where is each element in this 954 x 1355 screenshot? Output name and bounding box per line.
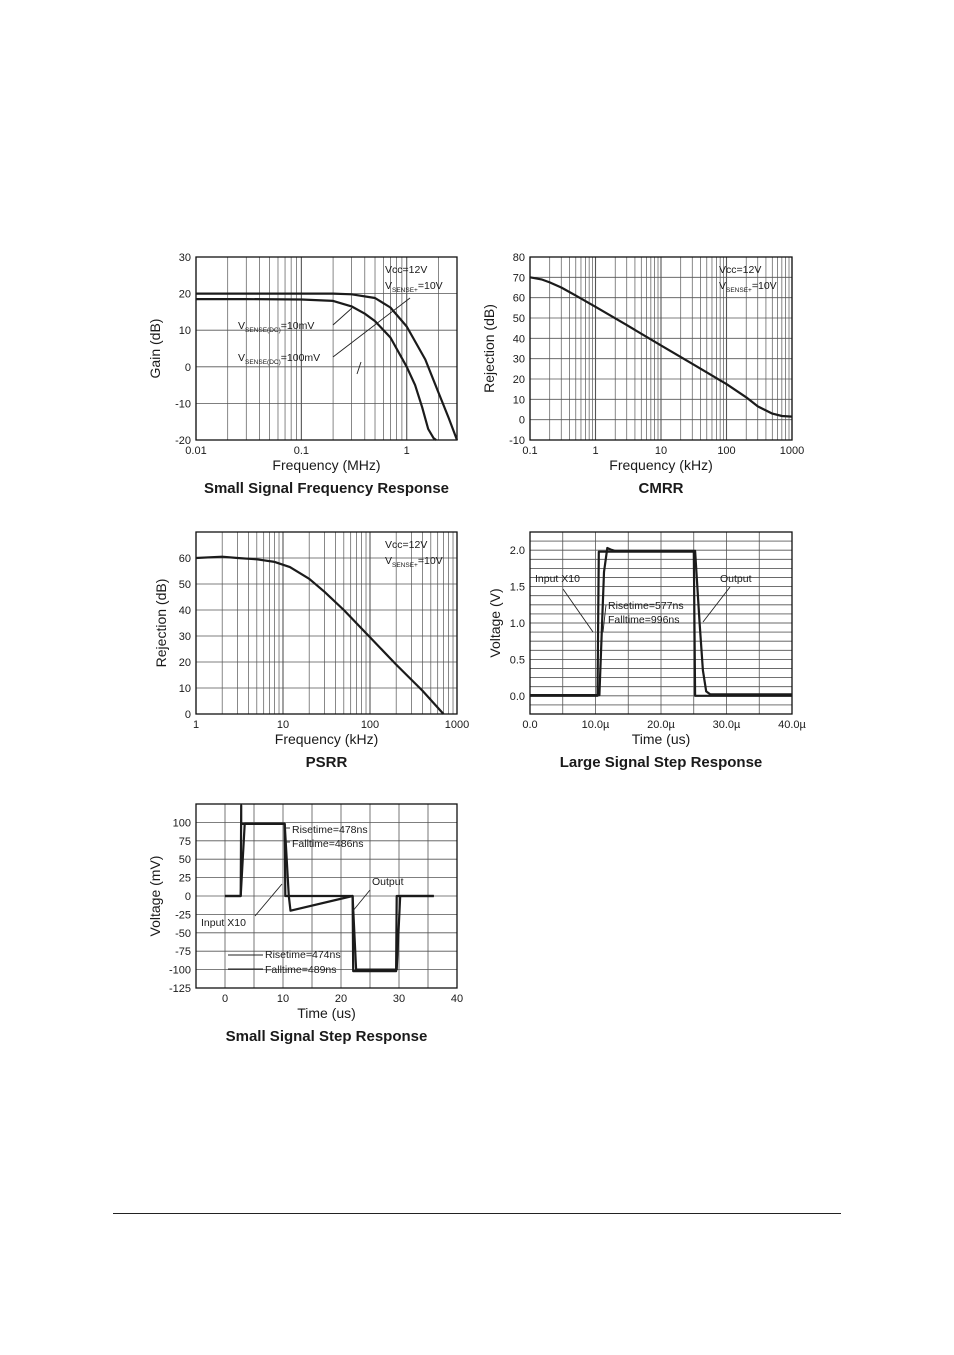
x-tick-label: 30 — [392, 993, 406, 1005]
y-tick-label: 30 — [178, 631, 191, 643]
x-tick-label: 100 — [360, 719, 380, 731]
annotation-text: Risetime=474ns — [265, 949, 341, 961]
y-tick-label: 0 — [184, 891, 191, 903]
x-axis-label: Frequency (kHz) — [274, 731, 379, 747]
y-tick-label: -100 — [168, 964, 191, 977]
annotation-leader — [255, 884, 282, 916]
y-tick-label: 10 — [512, 394, 525, 407]
y-tick-label: 40 — [178, 605, 191, 617]
series-line-1 — [196, 557, 444, 714]
annotation-leader — [333, 298, 410, 357]
y-tick-label: 1.5 — [509, 581, 525, 594]
y-tick-label: 20 — [512, 374, 525, 386]
y-tick-label: 50 — [178, 854, 191, 867]
x-tick-label: 10 — [654, 445, 668, 457]
annotation-text: Risetime=478ns — [292, 824, 368, 836]
annotation-text: Risetime=577ns — [608, 600, 684, 612]
annotation-3 — [238, 352, 320, 366]
y-axis-label: Voltage (V) — [487, 588, 503, 658]
annotation-2 — [608, 600, 684, 612]
x-axis-label: Time (us) — [631, 731, 691, 747]
y-tick-label: 10 — [178, 683, 191, 695]
y-tick-label: -10 — [509, 435, 525, 447]
annotation-leader — [352, 890, 370, 912]
x-tick-label: 1 — [592, 445, 599, 457]
y-tick-label: 50 — [512, 313, 525, 325]
y-axis-label: Gain (dB) — [147, 318, 163, 379]
annotation-text: V — [385, 555, 393, 567]
annotation-text: V — [719, 280, 727, 292]
annotation-text: Output — [372, 876, 404, 888]
y-axis-label: Rejection (dB) — [153, 578, 169, 668]
annotation-text: Falltime=486ns — [292, 838, 364, 850]
annotation-0 — [292, 824, 368, 836]
annotation-text: Vcc=12V — [385, 539, 428, 551]
chart-title: Small Signal Step Response — [225, 1028, 428, 1045]
chart-title: CMRR — [638, 480, 684, 497]
annotation-text: V — [238, 320, 246, 332]
y-tick-label: 60 — [512, 292, 525, 305]
footer-rule — [113, 1213, 841, 1214]
annotation-3 — [608, 614, 680, 626]
annotation-subscript: SENSE+ — [726, 287, 752, 294]
x-tick-label: 10 — [276, 993, 290, 1005]
x-tick-label: 20.0µ — [647, 719, 675, 731]
x-tick-label: 0 — [221, 993, 229, 1005]
x-tick-label: 1000 — [444, 719, 470, 731]
y-tick-label: 30 — [512, 353, 525, 366]
annotation-text: V — [238, 352, 246, 364]
chart-freq — [147, 252, 457, 497]
y-tick-label: 40 — [512, 333, 525, 346]
y-tick-label: -125 — [168, 983, 191, 995]
chart-small — [147, 804, 463, 1045]
y-tick-label: 20 — [178, 288, 191, 301]
x-tick-label: 1 — [192, 719, 200, 731]
annotation-leader — [357, 362, 361, 374]
chart-psrr — [153, 532, 469, 771]
y-axis-label: Voltage (mV) — [147, 855, 163, 937]
y-tick-label: 20 — [178, 657, 191, 669]
x-tick-label: 0.1 — [293, 445, 310, 457]
annotation-text: Falltime=489ns — [265, 964, 337, 976]
y-tick-label: 50 — [178, 579, 191, 591]
annotation-suffix: =100mV — [280, 352, 321, 364]
annotation-1 — [385, 555, 443, 569]
y-tick-label: -20 — [175, 435, 191, 447]
y-axis-label: Rejection (dB) — [481, 304, 497, 393]
x-axis-label: Frequency (MHz) — [272, 457, 381, 473]
y-tick-label: -10 — [175, 398, 191, 411]
annotation-text: Falltime=996ns — [608, 614, 680, 626]
y-tick-label: 25 — [178, 872, 191, 885]
annotation-2 — [238, 320, 314, 334]
y-tick-label: 0 — [518, 414, 525, 427]
y-tick-label: 1.0 — [509, 618, 525, 630]
annotation-text: Output — [720, 573, 752, 585]
annotation-text: Vcc=12V — [719, 264, 762, 276]
y-tick-label: 70 — [512, 272, 525, 285]
x-tick-label: 10.0µ — [581, 719, 610, 731]
x-tick-label: 1 — [403, 445, 410, 457]
annotation-text: Input X10 — [535, 573, 580, 585]
x-tick-label: 0.01 — [185, 445, 207, 457]
y-tick-label: 100 — [172, 817, 191, 830]
x-tick-label: 20 — [334, 993, 348, 1005]
chart-title: Large Signal Step Response — [559, 754, 763, 771]
annotation-suffix: =10V — [417, 555, 443, 567]
annotation-suffix: =10V — [751, 280, 777, 292]
annotation-1 — [292, 838, 364, 850]
annotation-2 — [372, 876, 404, 888]
y-tick-label: 0 — [184, 709, 191, 721]
annotation-suffix: =10mV — [280, 320, 315, 332]
annotation-text: V — [385, 280, 393, 292]
x-tick-label: 30.0µ — [712, 719, 741, 731]
chart-title: PSRR — [305, 754, 348, 771]
y-tick-label: 0.0 — [509, 690, 525, 703]
y-tick-label: 80 — [512, 252, 525, 264]
annotation-1 — [385, 280, 443, 294]
annotation-5 — [265, 964, 337, 976]
x-tick-label: 40 — [450, 993, 464, 1005]
annotation-0 — [719, 264, 761, 276]
y-tick-label: -25 — [175, 909, 191, 922]
x-tick-label: 10 — [276, 719, 290, 731]
annotation-text: Input X10 — [201, 917, 246, 929]
annotation-1 — [719, 280, 777, 294]
chart-title: Small Signal Frequency Response — [203, 480, 450, 497]
annotation-0 — [535, 573, 580, 585]
y-tick-label: 0 — [184, 361, 191, 374]
x-axis-label: Time (us) — [297, 1005, 356, 1021]
chart-cmrr — [481, 252, 804, 497]
y-tick-label: -75 — [175, 946, 191, 959]
x-axis-label: Frequency (kHz) — [609, 457, 713, 473]
annotation-leader — [333, 308, 352, 325]
x-tick-label: 0.0 — [522, 719, 538, 731]
annotation-1 — [720, 573, 752, 585]
y-tick-label: 30 — [178, 252, 191, 264]
y-tick-label: 75 — [178, 835, 191, 848]
annotation-4 — [265, 949, 341, 961]
y-tick-label: 10 — [178, 325, 191, 338]
annotation-0 — [385, 264, 427, 276]
annotation-3 — [201, 917, 246, 929]
x-tick-label: 0.1 — [522, 445, 538, 457]
y-tick-label: 60 — [178, 553, 191, 565]
y-tick-label: 2.0 — [509, 545, 525, 558]
annotation-suffix: =10V — [417, 280, 443, 292]
annotation-text: Vcc=12V — [385, 264, 428, 276]
y-tick-label: 0.5 — [509, 654, 525, 667]
annotation-subscript: SENSE+ — [392, 562, 418, 569]
y-tick-label: -50 — [175, 927, 191, 940]
x-tick-label: 40.0µ — [778, 719, 806, 731]
annotation-subscript: SENSE(DC) — [245, 327, 281, 334]
annotation-subscript: SENSE(DC) — [245, 359, 281, 366]
annotation-0 — [385, 539, 427, 551]
x-tick-label: 1000 — [779, 445, 805, 457]
chart-large — [487, 532, 807, 771]
x-tick-label: 100 — [717, 445, 736, 457]
annotation-subscript: SENSE+ — [392, 287, 418, 294]
